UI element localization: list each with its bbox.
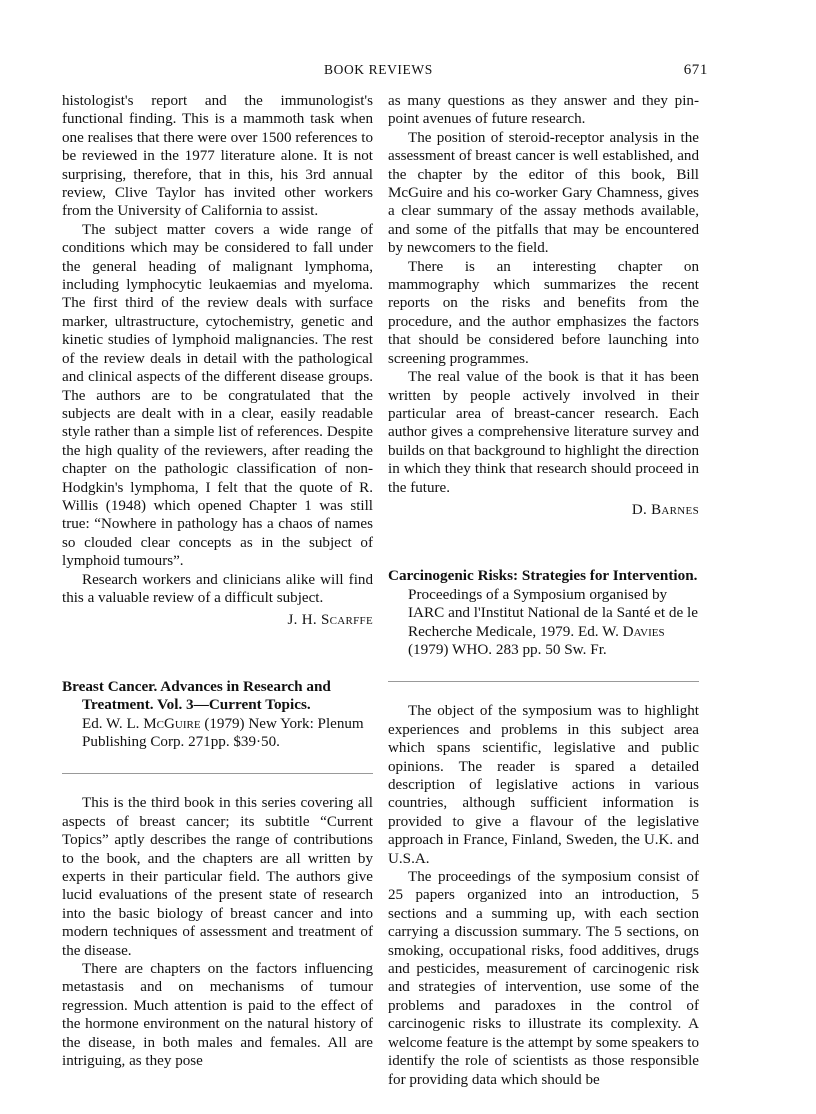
reviewer-signature-1 (62, 611, 373, 629)
journal-section-title: BOOK REVIEWS (324, 62, 433, 77)
continued-paragraph: histologist's report and the immunologist's functional finding. This is a mammoth task when one realises that there were over 1500 references to be reviewed in the 1977 literature alone. It is not surprising, therefore, that in this, his 3rd annual review, Clive Taylor has invited other workers from the University of California to assist. (62, 93, 373, 220)
review-3-title: Carcinogenic Risks: Strategies for Intervention. (388, 567, 698, 585)
review-2-paragraph-1: This is the third book in this series covering all aspects of breast cancer; its subtitle “Current Topics” aptly describes the range of contributions to the book, and the chapters are all written by experts in their particular field. The authors give lucid evaluations of the present state of research into the basic biology of breast cancer and into modern techniques of assessment and treatment of the disease. (62, 795, 373, 959)
reviewer-surname: Barnes (651, 501, 699, 518)
review-3-paragraph-1: The object of the symposium was to highlight experiences and problems in this subject area which spans scientific, legislative and public opinions. The reader is spared a detailed description of legislative actions in various countries, although sufficient information is provided to give a flavour of the legislative approach in France, Finland, Sweden, the U.K. and U.S.A. (388, 703, 699, 867)
review-3-meta-prefix: Proceedings of a Symposium organised by IARC and l'Institut National de la Santé et de le Recherche Medicale, 1979. Ed. W. (408, 585, 698, 640)
review-3-heading (388, 567, 699, 659)
reviewer-initials: D. (631, 501, 648, 518)
review-2-meta-prefix: Ed. W. L. (82, 715, 140, 732)
review-2-heading (62, 678, 373, 752)
review-2-meta (62, 715, 373, 752)
review-2-editor: McGuire (143, 715, 201, 732)
page-number: 671 (683, 62, 708, 78)
review-2-paragraph-5: The real value of the book is that it has been written by people actively involved in their particular area of breast-cancer research. Each author gives a comprehensive literature survey and builds on that background to highlight the direction in which they think that research should proceed in the future. (388, 369, 699, 496)
review-3-editor: Davies (622, 622, 665, 640)
review-2-paragraph-3: The position of steroid-receptor analysis in the assessment of breast cancer is well established, and the chapter by the editor of this book, Bill McGuire and his co-worker Gary Chamness, gives a clear summary of the assay methods available, and some of the pitfalls that may be encountered by newcomers to the field. (388, 129, 699, 257)
reviewer-signature-2 (388, 501, 699, 519)
review-2-title: Breast Cancer. Advances in Research and Treatment. Vol. 3—Current Topics. (62, 677, 331, 714)
running-header (62, 62, 708, 84)
review-3-paragraph-2: The proceedings of the symposium consist of 25 papers organized into an introduction, 5 sections and a summing up, with each section carrying a discussion summary. The 5 sections, on smoking, occupational risks, food additives, drugs and pesticides, measurement of carcinogenic risk and strategies of intervention, use some of the problems and paradoxes in the control of carcinogenic risks to illustrate its complexity. A welcome feature is the attempt by some speakers to identify the role of scientists as those responsible for providing data which should be (388, 869, 699, 1088)
review-2-paragraph-continued: as many questions as they answer and they pin-point avenues of future research. (388, 93, 699, 128)
review-2-paragraph-2: There are chapters on the factors influencing metastasis and on mechanisms of tumour regression. Much attention is paid to the effect of the hormone environment on the natural history of the disease, in both males and females. All are intriguing, as they pose (62, 961, 373, 1070)
review-2-paragraph-4: There is an interesting chapter on mammography which summarizes the recent reports on the risks and benefits from the procedure, and the author emphasizes the factors that should be considered before launching into screening programmes. (388, 258, 699, 367)
left-column (62, 92, 373, 1071)
reviewer-initials: J. H. (287, 612, 317, 629)
review-1-paragraph-2: The subject matter covers a wide range of conditions which may be considered to fall under the general heading of malignant lymphoma, including lymphocytic leukaemias and myeloma. The first third of the review deals with surface marker, ultrastructure, cytochemistry, genetic and kinetic studies of lymphoid malignancies. The rest of the review deals in detail with the pathological and clinical aspects of the different disease groups. The authors are to be congratulated that the subjects are dealt with in a clear, easily readable style rather than a simple list of references. Despite the high quality of the reviewers, after reading the chapter on the pathologic classification of non-Hodgkin's lymphoma, I felt that the quote of R. Willis (1948) which opened Chapter 1 was still true: “Nowhere in pathology has a chaos of names so clouded clear concepts as in the subject of lymphoid tumours”. (62, 221, 373, 570)
review-3-meta-suffix: (1979) WHO. 283 pp. 50 Sw. Fr. (408, 640, 607, 658)
review-2-meta-suffix: (1979) New York: Plenum Publishing Corp. 271pp. $39·50. (82, 715, 364, 750)
right-column (388, 92, 699, 1089)
divider (62, 773, 373, 774)
reviewer-surname: Scarffe (320, 612, 373, 629)
divider (388, 681, 699, 682)
review-3-title-block (388, 567, 699, 659)
review-1-paragraph-3: Research workers and clinicians alike will find this a valuable review of a difficult subject. (62, 571, 373, 606)
